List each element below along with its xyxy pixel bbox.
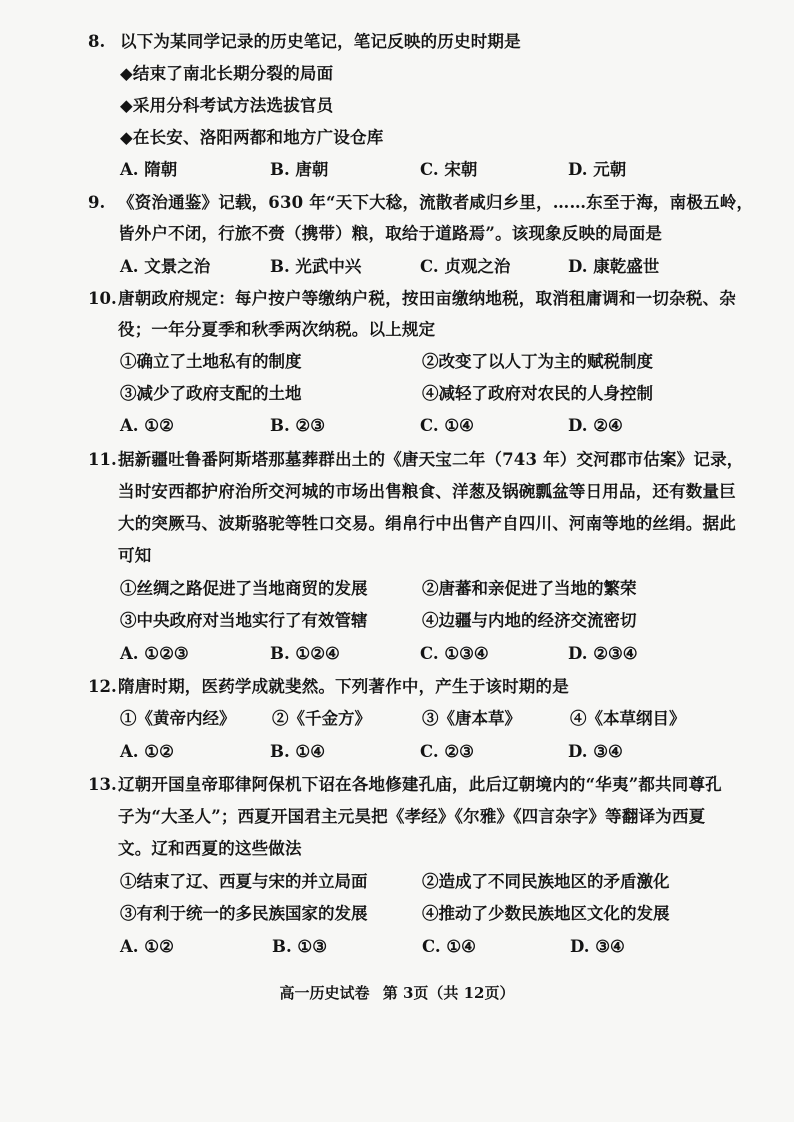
choice-b: B. ①②④ bbox=[270, 644, 340, 663]
question-stem: 隋唐时期，医药学成就斐然。下列著作中，产生于该时期的是 bbox=[118, 677, 569, 696]
footer-course: 高一历史试卷 bbox=[279, 984, 370, 1002]
choice-a: A. 隋朝 bbox=[120, 160, 178, 179]
choice-d: D. 康乾盛世 bbox=[568, 257, 660, 276]
choice-b: B. ①④ bbox=[270, 742, 326, 761]
question-stem: 当时安西都护府治所交河城的市场出售粮食、洋葱及锅碗瓢盆等日用品，还有数量巨 bbox=[118, 482, 736, 501]
page-footer bbox=[0, 982, 794, 1003]
choice-a: A. ①②③ bbox=[120, 644, 189, 663]
question-number: 11. bbox=[88, 450, 117, 469]
choice-d: D. ③④ bbox=[568, 742, 623, 761]
statement-2: ②唐蕃和亲促进了当地的繁荣 bbox=[422, 579, 637, 598]
statement-4: ④《本草纲目》 bbox=[570, 709, 686, 728]
statement-3: ③《唐本草》 bbox=[422, 709, 521, 728]
question-number: 12. bbox=[88, 677, 117, 696]
question-stem: 可知 bbox=[118, 546, 152, 565]
choice-c: C. 宋朝 bbox=[420, 160, 478, 179]
statement-1: ①确立了土地私有的制度 bbox=[120, 352, 302, 371]
statement-3: ③中央政府对当地实行了有效管辖 bbox=[120, 611, 368, 630]
statement-4: ④减轻了政府对农民的人身控制 bbox=[422, 384, 653, 403]
statement-2: ②《千金方》 bbox=[272, 709, 371, 728]
statement-3: ③有利于统一的多民族国家的发展 bbox=[120, 904, 368, 923]
choice-c: C. ①③④ bbox=[420, 644, 489, 663]
choice-d: D. ②③④ bbox=[568, 644, 638, 663]
choice-a: A. ①② bbox=[120, 937, 174, 956]
statement-1: ①结束了辽、西夏与宋的并立局面 bbox=[120, 872, 368, 891]
question-stem: 役；一年分夏季和秋季两次纳税。以上规定 bbox=[118, 320, 436, 339]
question-number: 13. bbox=[88, 775, 117, 794]
note-bullet: ◆采用分科考试方法选拔官员 bbox=[120, 96, 334, 115]
choice-c: C. ②③ bbox=[420, 742, 474, 761]
statement-1: ①《黄帝内经》 bbox=[120, 709, 236, 728]
note-bullet: ◆在长安、洛阳两都和地方广设仓库 bbox=[120, 128, 384, 147]
choice-d: D. ②④ bbox=[568, 416, 623, 435]
question-number: 9. bbox=[88, 193, 106, 212]
question-stem: 《资治通鉴》记载，630 年“天下大稔，流散者咸归乡里，……东至于海，南极五岭， bbox=[118, 193, 754, 212]
choice-b: B. ①③ bbox=[272, 937, 328, 956]
choice-d: D. 元朝 bbox=[568, 160, 627, 179]
question-number: 8. bbox=[88, 32, 106, 51]
question-stem: 以下为某同学记录的历史笔记，笔记反映的历史时期是 bbox=[120, 32, 521, 51]
choice-a: A. 文景之治 bbox=[120, 257, 211, 276]
note-bullet: ◆结束了南北长期分裂的局面 bbox=[120, 64, 334, 83]
question-stem: 大的突厥马、波斯骆驼等牲口交易。绢帛行中出售产自四川、河南等地的丝绢。据此 bbox=[118, 514, 736, 533]
statement-4: ④推动了少数民族地区文化的发展 bbox=[422, 904, 670, 923]
statement-2: ②造成了不同民族地区的矛盾激化 bbox=[422, 872, 670, 891]
question-number: 10. bbox=[88, 289, 117, 308]
statement-4: ④边疆与内地的经济交流密切 bbox=[422, 611, 637, 630]
choice-c: C. ①④ bbox=[420, 416, 474, 435]
question-stem: 文。辽和西夏的这些做法 bbox=[118, 839, 302, 858]
choice-b: B. 唐朝 bbox=[270, 160, 329, 179]
statement-3: ③减少了政府支配的土地 bbox=[120, 384, 302, 403]
question-stem: 据新疆吐鲁番阿斯塔那墓葬群出土的《唐天宝二年（743 年）交河郡市估案》记录， bbox=[118, 450, 744, 469]
statement-1: ①丝绸之路促进了当地商贸的发展 bbox=[120, 579, 368, 598]
statement-2: ②改变了以人丁为主的赋税制度 bbox=[422, 352, 653, 371]
choice-c: C. ①④ bbox=[422, 937, 476, 956]
choice-b: B. ②③ bbox=[270, 416, 326, 435]
question-stem: 辽朝开国皇帝耶律阿保机下诏在各地修建孔庙，此后辽朝境内的“华夷”都共同尊孔 bbox=[118, 775, 722, 794]
choice-a: A. ①② bbox=[120, 742, 174, 761]
choice-b: B. 光武中兴 bbox=[270, 257, 362, 276]
question-stem: 子为“大圣人”；西夏开国君主元昊把《孝经》《尔雅》《四言杂字》等翻译为西夏 bbox=[118, 807, 706, 826]
choice-c: C. 贞观之治 bbox=[420, 257, 511, 276]
question-stem: 唐朝政府规定：每户按户等缴纳户税，按田亩缴纳地税，取消租庸调和一切杂税、杂 bbox=[118, 289, 736, 308]
choice-d: D. ③④ bbox=[570, 937, 625, 956]
footer-page-number: 第 3页（共 12页） bbox=[382, 984, 515, 1002]
question-stem: 皆外户不闭，行旅不赍（携带）粮，取给于道路焉”。该现象反映的局面是 bbox=[118, 224, 663, 243]
choice-a: A. ①② bbox=[120, 416, 174, 435]
